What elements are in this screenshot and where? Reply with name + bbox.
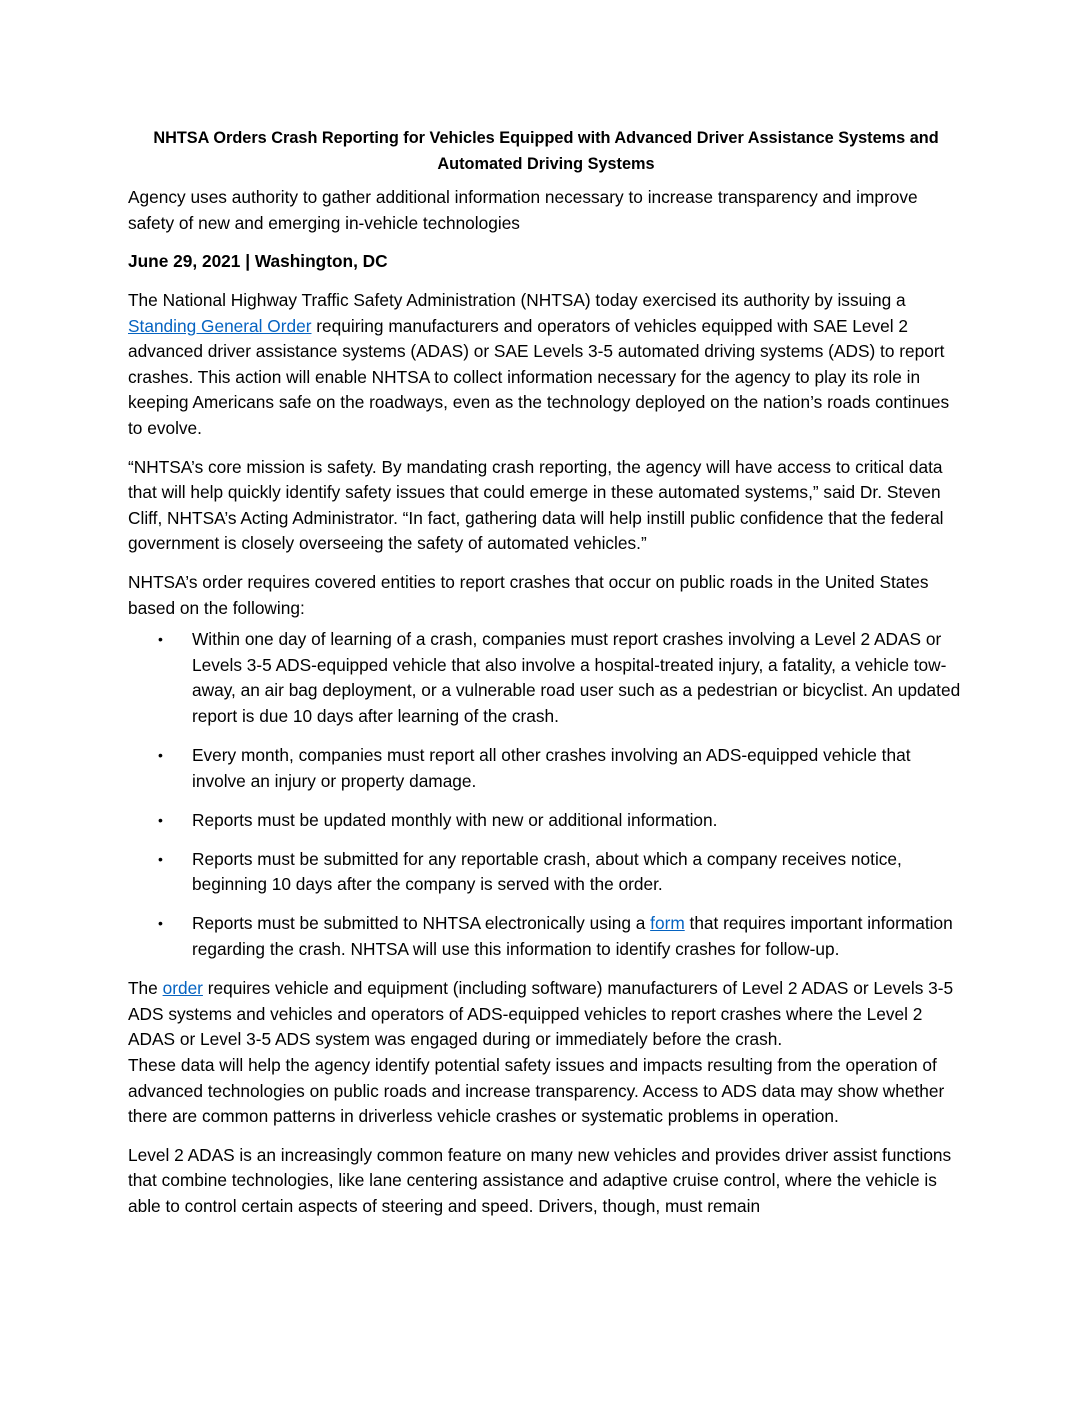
list-item-text: Within one day of learning of a crash, companies must report crashes involving a Level 2 ADAS or Levels 3-5 ADS-equipped vehicle that also involve a hospital-treated injury, a fatality, a vehicle tow-away, an air bag deployment, or a vulnerable road user such as a pedestrian or bicyclist. An updated report is due 10 days after learning of the crash. xyxy=(192,629,961,726)
intro-text-after: requiring manufacturers and operators of vehicles equipped with SAE Level 2 advanced driver assistance systems (ADAS) or SAE Levels 3-5 automated driving systems (ADS) to report crashes. This action will enable NHTSA to collect information necessary for the agency to play its role in keeping Americans safe on the roadways, even as the technology deployed on the nation’s roads continues to evolve. xyxy=(128,315,950,438)
form-link[interactable]: form xyxy=(650,913,685,934)
bullet-icon: • xyxy=(158,811,163,828)
order-paragraph xyxy=(128,976,964,1053)
standing-general-order-link[interactable]: Standing General Order xyxy=(128,315,312,336)
list-item xyxy=(128,911,964,962)
list-item xyxy=(128,743,964,794)
order-text-before: The xyxy=(128,978,163,999)
document-title: NHTSA Orders Crash Reporting for Vehicles Equipped with Advanced Driver Assistance Systems and Automated Driving Systems xyxy=(153,129,939,173)
administrator-quote: “NHTSA’s core mission is safety. By mandating crash reporting, the agency will have access to critical data that will help quickly identify safety issues that could emerge in these automated systems,” said Dr. Steven Cliff, NHTSA’s Acting Administrator. “In fact, gathering data will help instill public confidence that the federal government is closely overseeing the safety of automated vehicles.” xyxy=(128,456,944,554)
list-item-text-before: Reports must be submitted to NHTSA electronically using a xyxy=(192,913,651,934)
list-item-text-after: that requires important information regarding the crash. NHTSA will use this information to identify crashes for follow-up. xyxy=(192,913,953,960)
order-text-after: requires vehicle and equipment (including software) manufacturers of Level 2 ADAS or Levels 3-5 ADS systems and vehicles and operators of ADS-equipped vehicles to report crashes where the Level 2 ADAS or Level 3-5 ADS system was engaged during or immediately before the crash. xyxy=(128,978,954,1050)
level2-paragraph: Level 2 ADAS is an increasingly common feature on many new vehicles and provides driver assist functions that combine technologies, like lane centering assistance and adaptive cruise control, where the vehicle is able to control certain aspects of steering and speed. Drivers, though, must remain xyxy=(128,1144,952,1216)
list-item-text: Reports must be submitted for any reportable crash, about which a company receives notice, beginning 10 days after the company is served with the order. xyxy=(192,848,902,895)
dateline: June 29, 2021 | Washington, DC xyxy=(128,251,388,272)
intro-text-before: The National Highway Traffic Safety Administration (NHTSA) today exercised its authority by issuing a xyxy=(128,289,906,310)
order-link[interactable]: order xyxy=(162,978,203,999)
bullet-icon: • xyxy=(158,631,163,648)
data-paragraph: These data will help the agency identify potential safety issues and impacts resulting from the operation of advanced technologies on public roads and increase transparency. Access to ADS data may show whether there are common patterns in driverless vehicle crashes or systematic problems in operation. xyxy=(128,1054,945,1127)
requirements-intro: NHTSA’s order requires covered entities to report crashes that occur on public roads in the United States based on the following: xyxy=(128,571,929,618)
bullet-icon: • xyxy=(158,915,163,932)
list-item xyxy=(128,627,964,729)
document-subtitle: Agency uses authority to gather additional information necessary to increase transparency and improve safety of new and emerging in-vehicle technologies xyxy=(128,187,918,233)
list-item xyxy=(128,847,964,898)
bullet-icon: • xyxy=(158,850,163,867)
list-item-text: Every month, companies must report all other crashes involving an ADS-equipped vehicle that involve an injury or property damage. xyxy=(192,744,911,791)
document-body xyxy=(128,126,964,1232)
list-item xyxy=(128,808,964,834)
intro-paragraph xyxy=(128,288,964,442)
requirements-list xyxy=(128,627,964,963)
bullet-icon: • xyxy=(158,746,163,763)
list-item-text: Reports must be updated monthly with new or additional information. xyxy=(192,809,718,830)
